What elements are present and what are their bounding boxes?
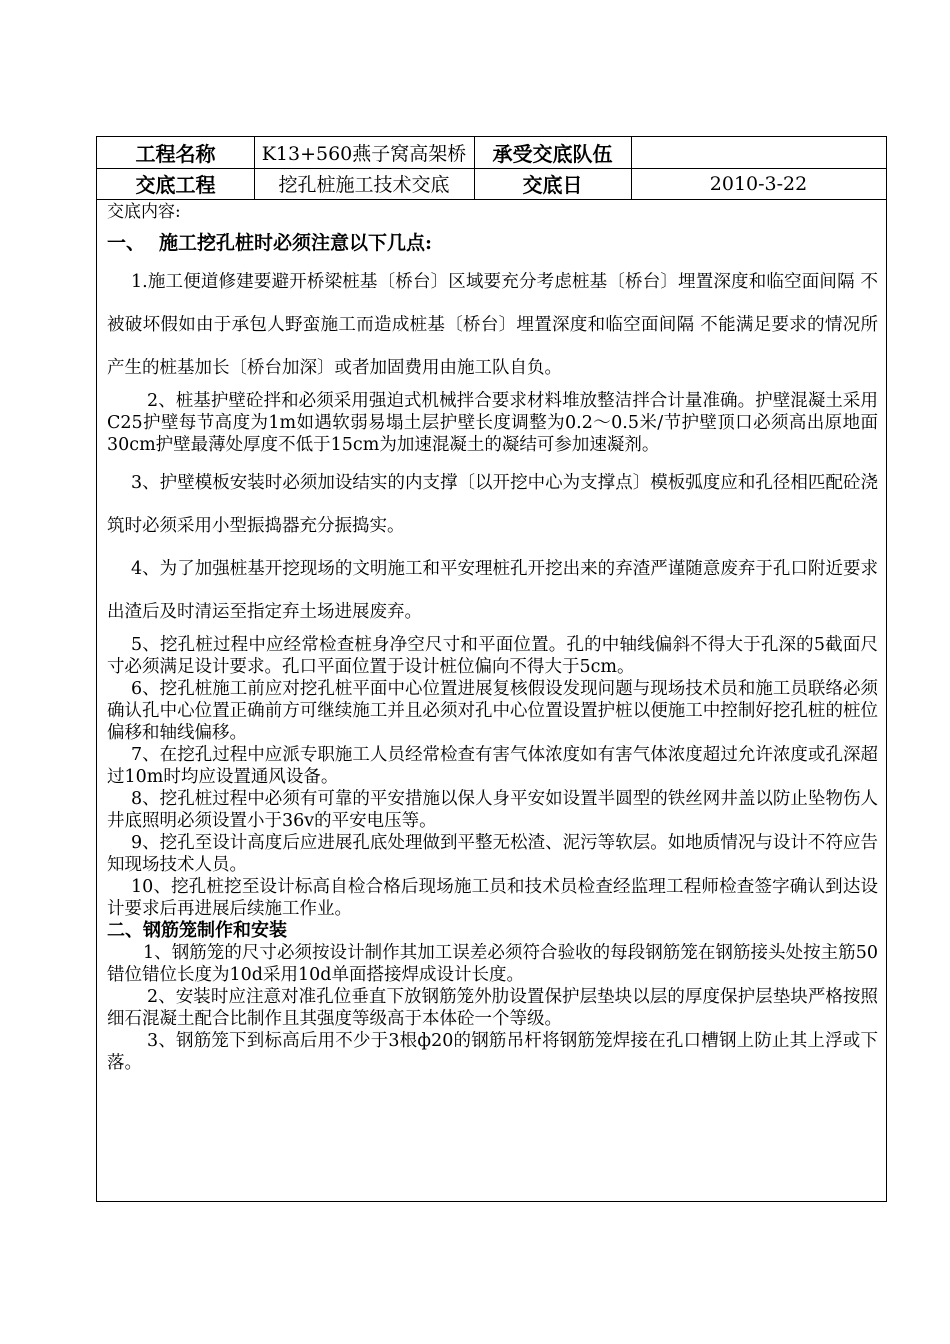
section-1-title: 施工挖孔桩时必须注意以下几点: — [159, 232, 433, 254]
section-2-item-3: 3、钢筋笼下到标高后用不少于3根ф20的钢筋吊杆将钢筋笼焊接在孔口槽钢上防止其上浮或下落。 — [107, 1031, 878, 1073]
section-2-item-2: 2、安装时应注意对准孔位垂直下放钢筋笼外肋设置保护层垫块以层的厚度保护层垫块严格按照细石混凝土配合比制作且其强度等级高于本体砼一个等级。 — [107, 987, 878, 1029]
project-name-value: K13+560燕子窝高架桥 — [254, 137, 475, 168]
item-6: 6、挖孔桩施工前应对挖孔桩平面中心位置进展复核假设发现问题与现场技术员和施工员联络必须确认孔中心位置正确前方可继续施工并且必须对孔中心位置设置护桩以便施工中控制好挖孔桩的桩位偏移和轴线偏移。 — [107, 679, 878, 743]
content-label: 交底内容: — [107, 202, 181, 222]
team-label: 承受交底队伍 — [474, 137, 632, 168]
project-name-label: 工程名称 — [97, 137, 255, 168]
item-9: 9、挖孔至设计高度后应进展孔底处理做到平整无松渣、泥污等软层。如地质情况与设计不符应告知现场技术人员。 — [107, 833, 878, 875]
date-label: 交底日 — [474, 168, 632, 199]
item-3: 3、护壁模板安装时必须加设结实的内支撑〔以开挖中心为支撑点〕模板弧度应和孔径相匹配砼浇筑时必须采用小型振捣器充分振捣实。 — [107, 473, 878, 536]
item-1: 1.施工便道修建要避开桥梁桩基〔桥台〕区域要充分考虑桩基〔桥台〕埋置深度和临空面间隔 不被破坏假如由于承包人野蛮施工而造成桩基〔桥台〕埋置深度和临空面间隔 不能满足要求的情况所产生的桩基加长〔桥台加深〕或者加固费用由施工队自负。 — [107, 272, 878, 378]
item-7: 7、在挖孔过程中应派专职施工人员经常检查有害气体浓度如有害气体浓度超过允许浓度或孔深超过10m时均应设置通风设备。 — [107, 745, 878, 787]
item-4: 4、为了加强桩基开挖现场的文明施工和平安理桩孔开挖出来的弃渣严谨随意废弃于孔口附近要求出渣后及时清运至指定弃土场进展废弃。 — [107, 559, 878, 622]
disclosure-form — [96, 136, 887, 1202]
item-10: 10、挖孔桩挖至设计标高自检合格后现场施工员和技术员检查经监理工程师检查签字确认到达设计要求后再进展后续施工作业。 — [107, 877, 878, 919]
disclosure-content — [107, 201, 878, 1074]
item-5: 5、挖孔桩过程中应经常检查桩身净空尺寸和平面位置。孔的中轴线偏斜不得大于孔深的5截面尺寸必须满足设计要求。孔口平面位置于设计桩位偏向不得大于5cm。 — [107, 635, 878, 677]
section-1-number: 一、 — [107, 232, 146, 254]
work-value: 挖孔桩施工技术交底 — [254, 168, 475, 199]
section-2-heading: 二、钢筋笼制作和安装 — [107, 920, 287, 941]
section-1-heading — [107, 229, 878, 257]
section-2-item-1: 1、钢筋笼的尺寸必须按设计制作其加工误差必须符合验收的每段钢筋笼在钢筋接头处按主筋50错位错位长度为10d采用10d单面搭接焊成设计长度。 — [107, 943, 878, 985]
header-row-2 — [97, 168, 886, 200]
header-row-1 — [97, 137, 886, 169]
item-8: 8、挖孔桩过程中必须有可靠的平安措施以保人身平安如设置半圆型的铁丝网井盖以防止坠物伤人井底照明必须设置小于36v的平安电压等。 — [107, 789, 878, 831]
date-value: 2010-3-22 — [709, 172, 808, 195]
team-value — [631, 137, 886, 168]
item-2: 2、桩基护壁砼拌和必须采用强迫式机械拌合要求材料堆放整洁拌合计量准确。护壁混凝土采用C25护壁每节高度为1m如遇软弱易塌土层护壁长度调整为0.2～0.5米/节护壁顶口必须高出原地面30cm护壁最薄处厚度不低于15cm为加速混凝土的凝结可参加速凝剂。 — [107, 391, 878, 455]
work-label: 交底工程 — [97, 168, 255, 199]
